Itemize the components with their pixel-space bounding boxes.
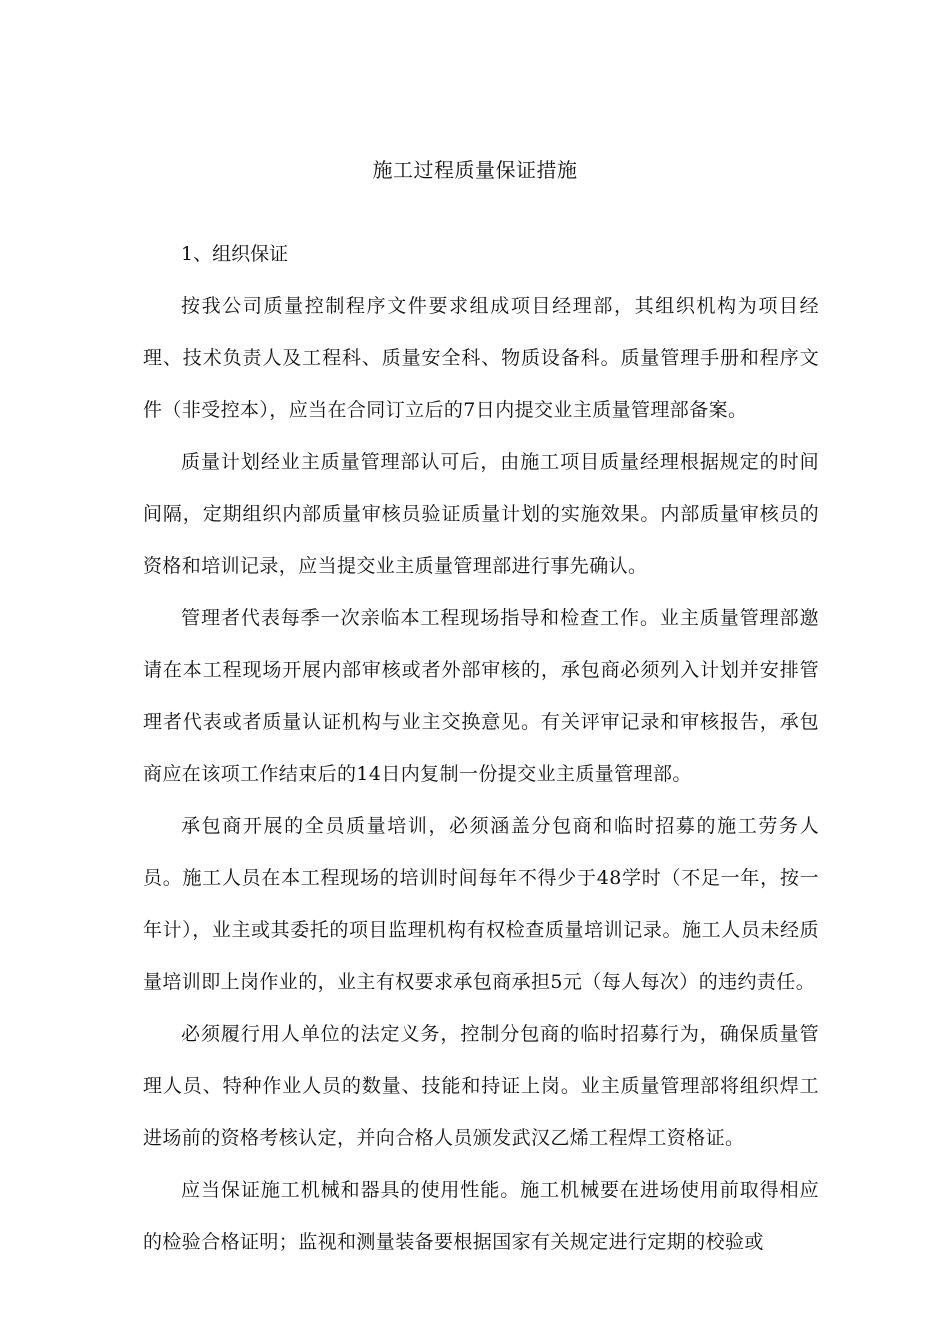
paragraph-management-representative: 管理者代表每季一次亲临本工程现场指导和检查工作。业主质量管理部邀请在本工程现场开展内部审核或者外部审核的，承包商必须列入计划并安排管理者代表或者质量认证机构与业主交换意见。有关评审记录和审核报告，承包商应在该项工作结束后的14日内复制一份提交业主质量管理部。 <box>143 607 819 785</box>
document-body <box>143 228 819 1268</box>
paragraph-employer-obligations: 必须履行用人单位的法定义务，控制分包商的临时招募行为，确保质量管理人员、特种作业人员的数量、技能和持证上岗。业主质量管理部将组织焊工进场前的资格考核认定，并向合格人员颁发武汉乙烯工程焊工资格证。 <box>143 1023 819 1149</box>
paragraph-equipment-performance: 应当保证施工机械和器具的使用性能。施工机械要在进场使用前取得相应的检验合格证明；监视和测量装备要根据国家有关规定进行定期的校验或 <box>143 1179 819 1253</box>
document-title: 施工过程质量保证措施 <box>372 158 578 182</box>
section-heading: 1、组织保证 <box>181 243 289 265</box>
paragraph-quality-plan: 质量计划经业主质量管理部认可后，由施工项目质量经理根据规定的时间间隔，定期组织内部质量审核员验证质量计划的实施效果。内部质量审核员的资格和培训记录，应当提交业主质量管理部进行事先确认。 <box>143 451 819 577</box>
paragraph-quality-training: 承包商开展的全员质量培训，必须涵盖分包商和临时招募的施工劳务人员。施工人员在本工程现场的培训时间每年不得少于48学时（不足一年，按一年计），业主或其委托的项目监理机构有权检查质量培训记录。施工人员未经质量培训即上岗作业的，业主有权要求承包商承担5元（每人每次）的违约责任。 <box>143 815 819 993</box>
paragraph-organization-structure: 按我公司质量控制程序文件要求组成项目经理部，其组织机构为项目经理、技术负责人及工程科、质量安全科、物质设备科。质量管理手册和程序文件（非受控本），应当在合同订立后的7日内提交业主质量管理部备案。 <box>143 295 819 421</box>
